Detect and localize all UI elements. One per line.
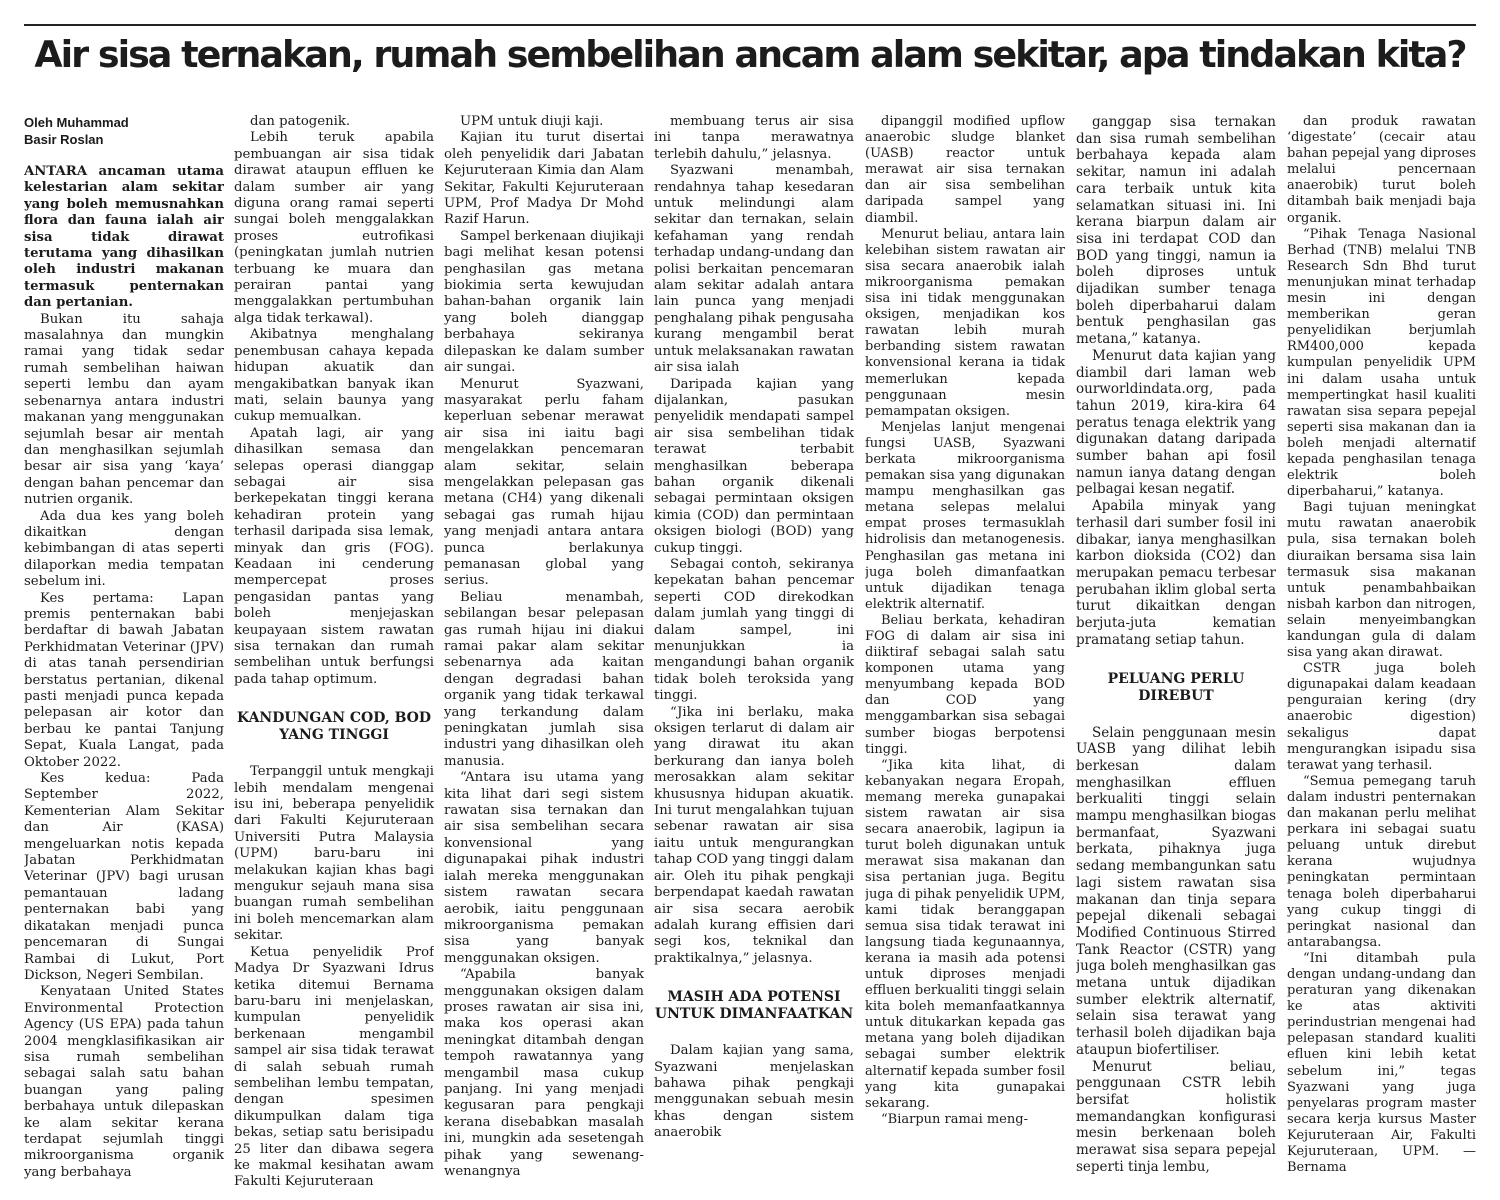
article-paragraph: Kenyataan United States Environmental Protection Agency (US EPA) pada tahun 2004 mengklasifikasikan air sisa rumah sembelihan sebagai salah satu bahan buangan yang paling berbahaya untuk dilepaskan ke alam sekitar kerana terdapat sejumlah tinggi mikroorganisma organik yang berbahaya bbox=[24, 984, 224, 1180]
article-paragraph: dan patogenik. bbox=[250, 114, 351, 129]
article-paragraph: ganggap sisa ternakan dan sisa rumah sembelihan berbahaya kepada alam sekitar, namun ini adalah cara terbaik untuk kita selamatkan situasi ini. Ini kerana biarpun dalam air sisa ini terdapat COD dan BOD yang tinggi, namun ia boleh diproses untuk dijadikan sumber tenaga boleh diperbaharui dalam bentuk penghasilan gas metana,” katanya. bbox=[1076, 114, 1276, 348]
headline: Air sisa ternakan, rumah sembelihan ancam alam sekitar, apa tindakan kita? bbox=[34, 33, 1466, 76]
article-column-3 bbox=[444, 114, 644, 1190]
article-paragraph: dipanggil modified upflow anaerobic sludge blanket (UASB) reactor untuk merawat air sisa ternakan dan air sisa sembelihan daripada sampel yang diambil. bbox=[865, 114, 1065, 226]
article-paragraph: Menurut beliau, antara lain kelebihan sistem rawatan air sisa secara anaerobik ialah mikroorganisma pemakan sisa ini tidak menggunakan oksigen, menjadikan kos rawatan lebih murah berbanding sistem rawatan konvensional kerana ia tidak memerlukan kepada penggunaan mesin pemampatan oksigen. bbox=[865, 226, 1065, 419]
lead-text: ancaman utama kelestarian alam sekitar yang boleh memusnahkan flora dan fauna ialah air sisa tidak dirawat terutama yang dihasilkan oleh industri makanan termasuk penternakan dan pertanian. bbox=[24, 164, 224, 311]
article-column-2 bbox=[234, 114, 434, 1190]
article-paragraph: Ketua penyelidik Prof Madya Dr Syazwani Idrus ketika ditemui Bernama baru-baru ini menjelaskan, kumpulan penyelidik berkenaan mengambil sampel air sisa tidak terawat di salah sebuah rumah sembelihan lembu tempatan, dengan spesimen dikumpulkan dalam tiga bekas, setiap satu berisipadu 25 liter dan dibawa segera ke makmal kesihatan awam Fakulti Kejuruteraan bbox=[234, 944, 434, 1190]
article-paragraph: Apatah lagi, air yang dihasilkan semasa dan selepas operasi dianggap sebagai air sisa berkepekatan tinggi kerana kehadiran protein yang terhasil daripada sisa lemak, minyak dan gris (FOG). Keadaan ini cenderung mempercepat proses pengasidan pantas yang boleh menjejaskan keupayaan sistem rawatan sisa ternakan dan rumah sembelihan untuk berfungsi pada tahap optimum. bbox=[234, 425, 434, 687]
article-paragraph: Menjelas lanjut mengenai fungsi UASB, Syazwani berkata mikroorganisma pemakan sisa yang digunakan mampu menghasilkan gas metana selepas melalui empat proses termasuklah hidrolisis dan metanogenesis. Penghasilan gas metana ini juga boleh dimanfaatkan untuk dijadikan tenaga elektrik alternatif. bbox=[865, 419, 1065, 612]
top-rule bbox=[24, 24, 1476, 26]
lead-paragraph bbox=[24, 164, 224, 312]
article-paragraph: Daripada kajian yang dijalankan, pasukan penyelidik mendapati sampel air sisa sembelihan tidak terawat terbabit menghasilkan beberapa bahan organik dikenali sebagai permintaan oksigen kimia (COD) dan permintaan oksigen biologi (BOD) yang cukup tinggi. bbox=[654, 376, 854, 556]
article-paragraph: “Apabila banyak menggunakan oksigen dalam proses rawatan air sisa ini, maka kos operasi akan meningkat ditambah dengan tempoh rawatannya yang mengambil masa cukup panjang. Ini yang menjadi kegusaran para pengkaji kerana disebabkan masalah ini, mungkin ada sesetengah pihak yang sewenang-wenangnya bbox=[444, 967, 644, 1179]
article-paragraph: “Biarpun ramai meng- bbox=[881, 1111, 1028, 1127]
article-column-6 bbox=[1076, 114, 1276, 1190]
article-paragraph: Lebih teruk apabila pembuangan air sisa tidak dirawat ataupun effluen ke dalam sumber air yang diguna orang ramai seperti sungai boleh menggalakkan proses eutrofikasi (peningkatan jumlah nutrien terbuang ke muara dan perairan pantai yang menggalakkan pertumbuhan alga tidak terkawal). bbox=[234, 130, 434, 326]
article-paragraph: membuang terus air sisa ini tanpa merawatnya terlebih dahulu,” jelasnya. bbox=[654, 114, 854, 162]
article-paragraph: Beliau berkata, kehadiran FOG di dalam air sisa ini diiktiraf sebagai salah satu komponen utama yang menyumbang kepada BOD dan COD yang menggambarkan sisa sebagai sumber biogas berpotensi tinggi. bbox=[865, 612, 1065, 757]
article-paragraph: Selain penggunaan mesin UASB yang dilihat lebih berkesan dalam menghasilkan effluen berkualiti tinggi selain mampu menghasilkan biogas bermanfaat, Syazwani berkata, pihaknya juga sedang membangunkan satu lagi sistem rawatan sisa makanan dan tinja separa pepejal dikenali sebagai Modified Continuous Stirred Tank Reactor (CSTR) yang juga boleh menghasilkan gas metana untuk dijadikan sumber elektrik alternatif, selain sisa terawat yang terhasil boleh dijadikan baja ataupun biofertiliser. bbox=[1076, 724, 1276, 1058]
article-paragraph: “Pihak Tenaga Nasional Berhad (TNB) melalui TNB Research Sdn Bhd turut menunjukan minat terhadap mesin ini dengan memberikan geran penyelidikan berjumlah RM400,000 kepada kumpulan penyelidik UPM ini dalam usaha untuk mempertingkat hasil kualiti rawatan sisa separa pepejal seperti sisa makanan dan ia boleh menjadi alternatif kepada penghasilan tenaga elektrik boleh diperbaharui,” katanya. bbox=[1287, 226, 1476, 500]
byline-line-2: Basir Roslan bbox=[24, 132, 104, 147]
article-paragraph: dan produk rawatan ‘digestate’ (cecair atau bahan pepejal yang diproses melalui pencernaan anaerobik) turut boleh ditambah baik menjadi baja organik. bbox=[1287, 114, 1476, 226]
article-column-1 bbox=[24, 114, 224, 1190]
article-paragraph: Kes kedua: Pada September 2022, Kementerian Alam Sekitar dan Air (KASA) mengeluarkan notis kepada Jabatan Perkhidmatan Veterinar (JPV) bagi urusan pemantauan ladang penternakan babi yang dikatakan menjadi punca pencemaran di Sungai Rambai di Lukut, Port Dickson, Negeri Sembilan. bbox=[24, 771, 224, 983]
subheading-peluang: PELUANG PERLU DIREBUT bbox=[1107, 670, 1245, 704]
article-paragraph: Sampel berkenaan diujikaji bagi melihat kesan potensi penghasilan gas metana biokimia serta kewujudan bahan-bahan organik lain yang boleh dianggap berbahaya sekiranya dilepaskan ke dalam sumber air sungai. bbox=[444, 228, 644, 376]
article-paragraph: Apabila minyak yang terhasil dari sumber fosil ini dibakar, ianya menghasilkan karbon dioksida (CO2) dan merupakan pemacu terbesar perubahan iklim global serta turut dikaitkan dengan berjuta-juta kematian pramatang setiap tahun. bbox=[1076, 498, 1276, 648]
article-paragraph: UPM untuk diuji kaji. bbox=[460, 114, 604, 129]
article-paragraph: Menurut beliau, penggunaan CSTR lebih bersifat holistik memandangkan konfigurasi mesin berkenaan boleh merawat sisa separa pepejal seperti tinja lembu, bbox=[1076, 1058, 1276, 1175]
article-paragraph: Kajian itu turut disertai oleh penyelidik dari Jabatan Kejuruteraan Kimia dan Alam Sekitar, Fakulti Kejuruteraan UPM, Prof Madya Dr Mohd Razif Harun. bbox=[444, 130, 644, 228]
article-paragraph: “Antara isu utama yang kita lihat dari segi sistem rawatan sisa ternakan dan air sisa sembelihan secara konvensional yang digunapakai pihak industri ialah mereka menggunakan sistem rawatan secara aerobik, iaitu penggunaan mikroorganisma pemakan sisa yang banyak menggunakan oksigen. bbox=[444, 770, 644, 966]
article-paragraph: CSTR juga boleh digunapakai dalam keadaan penguraian kering (dry anaerobic digestion) sekaligus dapat mengurangkan isipadu sisa terawat yang terhasil. bbox=[1287, 661, 1476, 773]
article-paragraph: Sebagai contoh, sekiranya kepekatan bahan pencemar seperti COD direkodkan dalam jumlah yang tinggi di dalam sampel, ini menunjukkan ia mengandungi bahan organik tidak boleh teroksida yang tinggi. bbox=[654, 556, 854, 704]
article-paragraph: “Jika ini berlaku, maka oksigen terlarut di dalam air yang dirawat itu akan berkurang dan ianya boleh merosakkan alam sekitar khususnya hidupan akuatik. Ini turut mengalahkan tujuan sebenar rawatan air sisa iaitu untuk mengurangkan tahap COD yang tinggi dalam air. Oleh itu pihak pengkaji berpendapat kaedah rawatan air sisa secara aerobik adalah kurang effisien dari segi kos, teknikal dan praktikalnya,” jelasnya. bbox=[654, 704, 854, 966]
article-paragraph: Akibatnya menghalang penembusan cahaya kepada hidupan akuatik dan mengakibatkan banyak ikan mati, selain baunya yang cukup memualkan. bbox=[234, 327, 434, 425]
article-paragraph: Beliau menambah, sebilangan besar pelepasan gas rumah hijau ini diakui ramai pakar alam sekitar sebenarnya ada kaitan dengan degradasi bahan organik yang tidak terkawal yang terkandung dalam peningkatan jumlah sisa industri yang dihasilkan oleh manusia. bbox=[444, 589, 644, 769]
byline bbox=[24, 114, 224, 148]
article-paragraph: Bukan itu sahaja masalahnya dan mungkin ramai yang tidak sedar rumah sembelihan haiwan seperti lembu dan ayam sebenarnya antara industri makanan yang menggunakan sejumlah besar air mentah dan menghasilkan sejumlah besar air sisa yang ‘kaya’ dengan bahan pencemar dan nutrien organik. bbox=[24, 311, 224, 508]
subheading-masih-ada-potensi: MASIH ADA POTENSI UNTUK DIMANFAATKAN bbox=[654, 989, 854, 1023]
article-paragraph: Kes pertama: Lapan premis penternakan babi berdaftar di bawah Jabatan Perkhidmatan Veterinar (JPV) di atas tanah persendirian berstatus pertanian, dikenal pasti menjadi punca kepada pelepasan air kotor dan berbau ke pantai Tanjung Sepat, Kuala Langat, pada Oktober 2022. bbox=[24, 590, 224, 770]
article-paragraph: Menurut Syazwani, masyarakat perlu faham keperluan sebenar merawat air sisa ini iaitu bagi mengelakkan pencemaran alam sekitar, selain mengelakkan pelepasan gas metana (CH4) yang dikenali sebagai gas rumah hijau yang menjadi antara antara punca berlakunya pemanasan global yang serius. bbox=[444, 376, 644, 589]
article-column-4 bbox=[654, 114, 854, 1190]
article-paragraph: Bagi tujuan meningkat mutu rawatan anaerobik pula, sisa ternakan boleh diuraikan bersama sisa lain termasuk sisa makanan untuk penambahbaikan nisbah karbon dan nitrogen, selain menyeimbangkan kandungan gula di dalam sisa yang akan dirawat. bbox=[1287, 500, 1476, 661]
subheading-kandungan: KANDUNGAN COD, BOD YANG TINGGI bbox=[236, 710, 432, 744]
lead-dateline: ANTARA bbox=[24, 164, 88, 179]
article-column-5 bbox=[865, 114, 1065, 1190]
article-paragraph: “Jika kita lihat, di kebanyakan negara Eropah, memang mereka gunapakai sistem rawatan air sisa secara anaerobik, lagipun ia turut boleh digunakan untuk merawat sisa makanan dan sisa pertanian juga. Begitu juga di pihak penyelidik UPM, kami tidak beranggapan semua sisa tidak terawat ini langsung tiada kegunaannya, kerana ia masih ada potensi untuk diproses menjadi effluen berkualiti tinggi selain kita boleh memanfaatkannya untuk ditukarkan kepada gas metana yang boleh dijadikan sebagai sumber elektrik alternatif kepada sumber fosil yang kita gunapakai sekarang. bbox=[865, 757, 1065, 1111]
article-paragraph: Menurut data kajian yang diambil dari laman web ourworldindata.org, pada tahun 2019, kira-kira 64 peratus tenaga elektrik yang digunakan datang daripada sumber bahan api fosil namun ianya datang dengan pelbagai kesan negatif. bbox=[1076, 347, 1276, 498]
article-column-7 bbox=[1287, 114, 1476, 1190]
article-paragraph: Ada dua kes yang boleh dikaitkan dengan kebimbangan di atas seperti dilaporkan media tempatan sebelum ini. bbox=[24, 508, 224, 590]
article-paragraph: “Ini ditambah pula dengan undang-undang dan peraturan yang dikenakan ke atas aktiviti perindustrian mengenai had pelepasan standard kualiti efluen kini lebih ketat sebelum ini,” tegas Syazwani yang juga penyelaras program master secara kerja kursus Master Kejuruteraan Air, Fakulti Kejuruteraan, UPM. — Bernama bbox=[1287, 950, 1476, 1176]
article-paragraph: Dalam kajian yang sama, Syazwani menjelaskan bahawa pihak pengkaji menggunakan sebuah mesin khas dengan sistem anaerobik bbox=[654, 1043, 854, 1141]
article-paragraph: Syazwani menambah, rendahnya tahap kesedaran untuk melindungi alam sekitar dan ternakan, selain kefahaman yang rendah terhadap undang-undang dan polisi berkaitan pencemaran alam sekitar adalah antara lain punca yang menjadi penghalang pihak pengusaha kurang mengambil berat untuk melaksanakan rawatan air sisa ialah bbox=[654, 163, 854, 376]
article-paragraph: “Semua pemegang taruh dalam industri penternakan dan makanan perlu melihat perkara ini sebagai suatu peluang untuk direbut kerana wujudnya peningkatan permintaan tenaga boleh diperbaharui yang cukup tinggi di peringkat nasional dan antarabangsa. bbox=[1287, 773, 1476, 950]
article-paragraph: Terpanggil untuk mengkaji lebih mendalam mengenai isu ini, beberapa penyelidik dari Fakulti Kejuruteraan Universiti Putra Malaysia (UPM) baru-baru ini melakukan kajian khas bagi mengukur sejauh mana sisa buangan rumah sembelihan ini boleh mencemarkan alam sekitar. bbox=[234, 764, 434, 944]
byline-line-1: Oleh Muhammad bbox=[24, 115, 129, 130]
